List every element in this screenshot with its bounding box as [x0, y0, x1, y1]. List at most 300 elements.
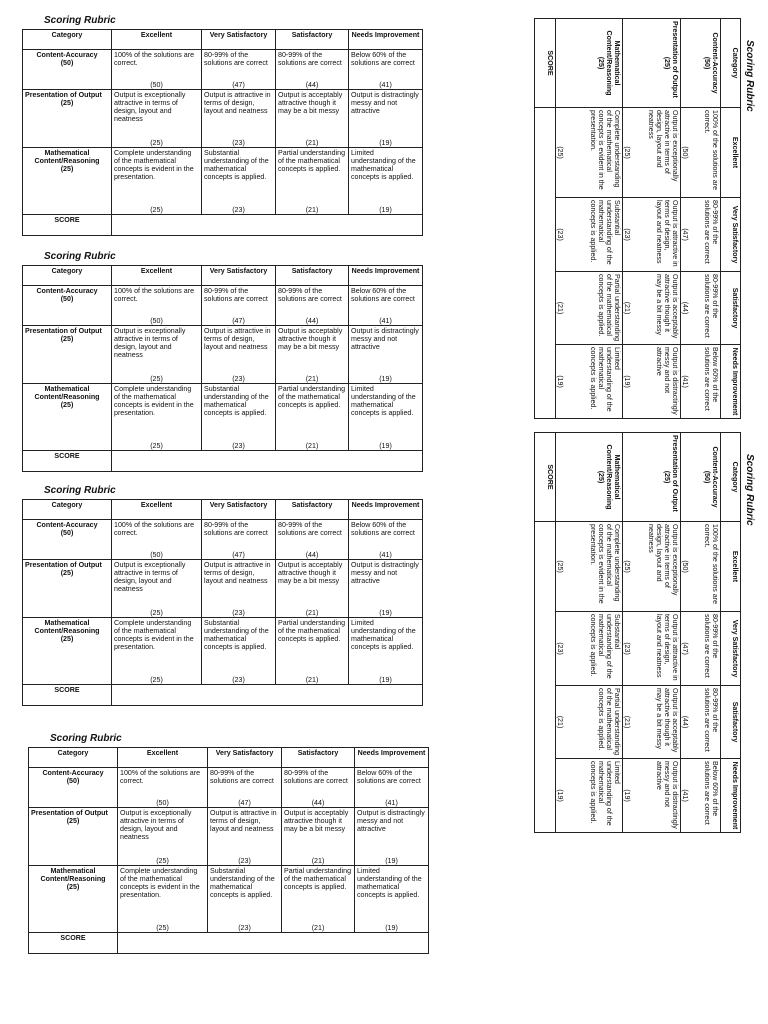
row-content-accuracy	[23, 286, 423, 326]
criteria-score: (19)	[385, 923, 398, 932]
category-cell	[23, 384, 112, 451]
criteria-score: (23)	[232, 138, 245, 147]
criteria-cell	[623, 272, 681, 345]
criteria-cell	[681, 108, 721, 198]
criteria-text: Output is distractingly messy and not attractive	[351, 91, 419, 116]
criteria-cell	[118, 866, 208, 933]
criteria-cell	[556, 108, 623, 198]
header-very-satisfactory: Very Satisfactory	[202, 30, 276, 50]
criteria-score: (25)	[150, 441, 163, 450]
header-needs-improvement: Needs Improvement	[721, 345, 741, 419]
criteria-cell	[276, 520, 349, 560]
row-content-accuracy	[29, 768, 429, 808]
criteria-score: (25)	[150, 608, 163, 617]
category-name: Mathematical Content/Reasoning	[34, 619, 100, 636]
criteria-cell	[208, 866, 282, 933]
header-row	[23, 30, 423, 50]
score-row	[23, 451, 423, 472]
criteria-cell	[349, 520, 423, 560]
criteria-text: Complete understanding of the mathematical concepts is evident in the presentation.	[114, 619, 194, 652]
score-label: SCORE	[29, 933, 118, 954]
score-row	[23, 215, 423, 236]
criteria-cell	[623, 686, 681, 759]
criteria-cell	[202, 90, 276, 148]
criteria-score: (19)	[385, 856, 398, 865]
criteria-cell	[349, 560, 423, 618]
score-blank[interactable]	[118, 933, 429, 954]
criteria-score: (23)	[623, 642, 632, 655]
criteria-score: (19)	[379, 441, 392, 450]
criteria-text: Output is acceptably attractive though it may be a bit messy	[278, 91, 343, 116]
criteria-text: Substantial understanding of the mathematical concepts is applied.	[588, 200, 621, 265]
criteria-text: Below 60% of the solutions are correct	[351, 51, 415, 68]
category-name: Presentation of Output	[671, 435, 679, 512]
header-row	[23, 500, 423, 520]
criteria-cell	[556, 198, 623, 272]
criteria-text: Output is exceptionally attractive in terms of design, layout and neatness	[114, 91, 186, 124]
header-category: Category	[721, 19, 741, 108]
criteria-text: 80-99% of the solutions are correct	[210, 769, 274, 786]
criteria-score: (23)	[232, 441, 245, 450]
criteria-cell	[355, 768, 429, 808]
criteria-cell	[681, 686, 721, 759]
score-blank[interactable]	[112, 451, 423, 472]
criteria-cell	[623, 108, 681, 198]
criteria-text: Output is attractive in terms of design, layout and neatness	[654, 200, 679, 267]
criteria-cell	[556, 345, 623, 419]
criteria-text: Output is attractive in terms of design, layout and neatness	[204, 561, 271, 586]
criteria-cell	[556, 686, 623, 759]
criteria-score: (47)	[238, 798, 251, 807]
criteria-text: Complete understanding of the mathematical concepts is evident in the presentation.	[114, 149, 194, 182]
category-cell	[556, 433, 623, 522]
criteria-cell	[355, 866, 429, 933]
category-cell	[681, 19, 721, 108]
criteria-text: 80-99% of the solutions are correct	[278, 51, 342, 68]
score-label: SCORE	[23, 215, 112, 236]
category-name: Presentation of Output	[25, 561, 102, 569]
score-blank[interactable]	[535, 108, 556, 419]
header-excellent: Excellent	[721, 108, 741, 198]
header-needs-improvement: Needs Improvement	[349, 500, 423, 520]
criteria-text: Output is acceptably attractive though it may be a bit messy	[278, 327, 343, 352]
criteria-score: (19)	[379, 608, 392, 617]
header-very-satisfactory: Very Satisfactory	[208, 748, 282, 768]
criteria-cell	[276, 50, 349, 90]
criteria-cell	[112, 326, 202, 384]
header-category: Category	[23, 30, 112, 50]
category-cell	[23, 148, 112, 215]
criteria-text: Substantial understanding of the mathematical concepts is applied.	[204, 149, 269, 182]
criteria-text: Output is distractingly messy and not attractive	[654, 761, 679, 829]
criteria-text: Limited understanding of the mathematical concepts is applied.	[351, 149, 416, 182]
category-points: (25)	[60, 635, 74, 644]
rubric-table	[534, 432, 741, 833]
criteria-score: (25)	[156, 856, 169, 865]
criteria-score: (23)	[556, 642, 565, 655]
header-category: Category	[23, 266, 112, 286]
criteria-score: (25)	[150, 138, 163, 147]
criteria-text: Limited understanding of the mathematical concepts is applied.	[357, 867, 422, 900]
criteria-score: (23)	[556, 228, 565, 241]
category-name: Presentation of Output	[25, 91, 102, 99]
criteria-score: (19)	[379, 374, 392, 383]
criteria-cell	[349, 90, 423, 148]
criteria-cell	[681, 522, 721, 612]
header-needs-improvement: Needs Improvement	[349, 30, 423, 50]
score-row	[23, 685, 423, 706]
criteria-cell	[681, 612, 721, 686]
criteria-text: Complete understanding of the mathematical concepts is evident in the presentation.	[588, 524, 621, 604]
category-name: Mathematical Content/Reasoning	[604, 444, 621, 510]
header-needs-improvement: Needs Improvement	[349, 266, 423, 286]
criteria-cell	[556, 759, 623, 833]
rubric-title: Scoring Rubric	[44, 251, 116, 262]
criteria-cell	[681, 759, 721, 833]
criteria-text: 80-99% of the solutions are correct	[204, 51, 268, 68]
criteria-score: (21)	[556, 715, 565, 729]
row-math-content	[556, 19, 623, 419]
criteria-text: Output is attractive in terms of design, layout and neatness	[654, 614, 679, 681]
criteria-score: (25)	[150, 675, 163, 684]
category-cell	[23, 50, 112, 90]
criteria-cell	[112, 618, 202, 685]
criteria-cell	[208, 808, 282, 866]
rubric-table	[22, 29, 423, 236]
criteria-cell	[349, 286, 423, 326]
row-presentation	[623, 19, 681, 419]
criteria-score: (23)	[232, 675, 245, 684]
header-row	[721, 19, 741, 419]
header-category: Category	[721, 433, 741, 522]
criteria-text: Partial understanding of the mathematical concepts is applied.	[278, 149, 346, 174]
criteria-cell	[276, 326, 349, 384]
criteria-score: (47)	[232, 80, 245, 89]
category-cell	[23, 90, 112, 148]
row-content-accuracy	[23, 520, 423, 560]
criteria-score: (25)	[623, 146, 632, 159]
criteria-text: Output is attractive in terms of design, layout and neatness	[204, 91, 271, 116]
criteria-score: (25)	[556, 146, 565, 159]
category-points: (25)	[596, 470, 605, 484]
criteria-score: (21)	[623, 715, 632, 729]
header-excellent: Excellent	[112, 266, 202, 286]
criteria-cell	[355, 808, 429, 866]
category-name: Mathematical Content/Reasoning	[40, 867, 106, 884]
criteria-score: (25)	[150, 374, 163, 383]
criteria-text: 80-99% of the solutions are correct	[278, 287, 342, 304]
category-cell	[623, 433, 681, 522]
category-name: Presentation of Output	[31, 809, 108, 817]
score-label: SCORE	[23, 451, 112, 472]
category-points: (25)	[662, 56, 671, 70]
category-cell	[29, 808, 118, 866]
category-points: (25)	[60, 569, 74, 578]
criteria-score: (41)	[385, 798, 398, 807]
criteria-text: Output is distractingly messy and not attractive	[357, 809, 425, 834]
header-needs-improvement: Needs Improvement	[355, 748, 429, 768]
criteria-score: (19)	[379, 675, 392, 684]
criteria-score: (41)	[681, 375, 690, 388]
rubric-title: Scoring Rubric	[744, 40, 755, 112]
header-satisfactory: Satisfactory	[721, 686, 741, 759]
criteria-text: Output is acceptably attractive though it may be a bit messy	[654, 688, 679, 753]
criteria-cell	[276, 384, 349, 451]
category-name: Content-Accuracy	[42, 769, 104, 777]
criteria-text: Complete understanding of the mathematical concepts is evident in the presentation.	[114, 385, 194, 418]
criteria-cell	[282, 808, 355, 866]
criteria-text: Limited understanding of the mathematical concepts is applied.	[351, 385, 416, 418]
category-name: Content-Accuracy	[36, 287, 98, 295]
score-blank[interactable]	[112, 685, 423, 706]
criteria-cell	[202, 618, 276, 685]
header-needs-improvement: Needs Improvement	[721, 759, 741, 833]
criteria-text: Output is exceptionally attractive in terms of design, layout and neatness	[114, 561, 186, 594]
criteria-text: Substantial understanding of the mathematical concepts is applied.	[588, 614, 621, 679]
category-cell	[23, 286, 112, 326]
criteria-cell	[282, 768, 355, 808]
criteria-cell	[112, 384, 202, 451]
criteria-cell	[276, 560, 349, 618]
criteria-cell	[349, 326, 423, 384]
scoring-rubric	[22, 484, 422, 706]
criteria-score: (50)	[150, 550, 163, 559]
criteria-score: (25)	[623, 560, 632, 573]
criteria-score: (41)	[681, 789, 690, 802]
criteria-cell	[623, 759, 681, 833]
criteria-score: (23)	[623, 228, 632, 241]
score-blank[interactable]	[535, 522, 556, 833]
criteria-text: Output is acceptably attractive though it may be a bit messy	[284, 809, 349, 834]
criteria-score: (47)	[681, 642, 690, 655]
criteria-cell	[349, 50, 423, 90]
criteria-text: Partial understanding of the mathematical concepts is applied.	[284, 867, 352, 892]
row-math-content	[29, 866, 429, 933]
criteria-cell	[118, 808, 208, 866]
criteria-score: (50)	[156, 798, 169, 807]
score-row	[535, 19, 556, 419]
criteria-cell	[681, 198, 721, 272]
criteria-cell	[623, 612, 681, 686]
criteria-text: Substantial understanding of the mathematical concepts is applied.	[204, 385, 269, 418]
header-excellent: Excellent	[118, 748, 208, 768]
criteria-text: 100% of the solutions are correct.	[114, 287, 195, 304]
criteria-cell	[202, 148, 276, 215]
criteria-cell	[276, 286, 349, 326]
header-excellent: Excellent	[112, 500, 202, 520]
criteria-text: Complete understanding of the mathematical concepts is evident in the presentation.	[120, 867, 200, 900]
category-name: Content-Accuracy	[36, 51, 98, 59]
criteria-score: (23)	[232, 205, 245, 214]
row-content-accuracy	[23, 50, 423, 90]
row-content-accuracy	[681, 433, 721, 833]
score-label: SCORE	[535, 433, 556, 522]
category-name: Presentation of Output	[25, 327, 102, 335]
header-category: Category	[29, 748, 118, 768]
criteria-score: (25)	[156, 923, 169, 932]
criteria-text: 80-99% of the solutions are correct	[278, 521, 342, 538]
category-name: Content-Accuracy	[711, 446, 719, 508]
criteria-text: 100% of the solutions are correct.	[702, 524, 719, 605]
category-points: (25)	[60, 401, 74, 410]
row-math-content	[556, 433, 623, 833]
criteria-score: (19)	[623, 375, 632, 388]
criteria-cell	[202, 560, 276, 618]
criteria-text: Limited understanding of the mathematical concepts is applied.	[588, 347, 621, 412]
header-category: Category	[23, 500, 112, 520]
criteria-score: (44)	[305, 316, 319, 325]
criteria-cell	[623, 345, 681, 419]
category-points: (50)	[702, 56, 711, 70]
criteria-cell	[112, 286, 202, 326]
header-satisfactory: Satisfactory	[276, 500, 349, 520]
category-points: (25)	[662, 470, 671, 484]
criteria-score: (21)	[305, 675, 319, 684]
criteria-cell	[349, 618, 423, 685]
rubric-title: Scoring Rubric	[44, 485, 116, 496]
category-cell	[29, 768, 118, 808]
criteria-score: (19)	[379, 205, 392, 214]
score-row	[29, 933, 429, 954]
criteria-score: (19)	[379, 138, 392, 147]
criteria-score: (25)	[150, 205, 163, 214]
scoring-rubric	[22, 250, 422, 472]
criteria-score: (50)	[681, 146, 690, 159]
category-points: (25)	[60, 165, 74, 174]
category-name: Mathematical Content/Reasoning	[34, 385, 100, 402]
category-cell	[23, 520, 112, 560]
criteria-cell	[681, 272, 721, 345]
criteria-text: 80-99% of the solutions are correct	[702, 274, 719, 338]
header-very-satisfactory: Very Satisfactory	[202, 500, 276, 520]
criteria-cell	[623, 198, 681, 272]
criteria-score: (21)	[305, 205, 319, 214]
criteria-text: Output is exceptionally attractive in terms of design, layout and neatness	[646, 110, 679, 182]
header-excellent: Excellent	[721, 522, 741, 612]
criteria-score: (50)	[681, 560, 690, 573]
criteria-text: Below 60% of the solutions are correct	[702, 347, 719, 411]
category-cell	[23, 560, 112, 618]
criteria-text: 80-99% of the solutions are correct	[204, 521, 268, 538]
criteria-score: (21)	[305, 138, 319, 147]
criteria-text: Partial understanding of the mathematical concepts is applied.	[278, 385, 346, 410]
header-satisfactory: Satisfactory	[282, 748, 355, 768]
header-row	[23, 266, 423, 286]
score-label: SCORE	[535, 19, 556, 108]
category-points: (25)	[60, 99, 74, 108]
criteria-score: (44)	[311, 798, 325, 807]
category-points: (25)	[60, 335, 74, 344]
criteria-score: (47)	[232, 550, 245, 559]
criteria-cell	[112, 560, 202, 618]
criteria-cell	[202, 50, 276, 90]
criteria-cell	[681, 345, 721, 419]
criteria-cell	[112, 148, 202, 215]
criteria-cell	[112, 520, 202, 560]
criteria-score: (44)	[681, 715, 690, 729]
category-points: (50)	[702, 470, 711, 484]
category-points: (50)	[60, 529, 74, 538]
header-satisfactory: Satisfactory	[276, 30, 349, 50]
criteria-score: (21)	[311, 923, 325, 932]
scoring-rubric	[28, 732, 428, 954]
criteria-score: (23)	[238, 923, 251, 932]
criteria-score: (23)	[232, 374, 245, 383]
criteria-cell	[349, 148, 423, 215]
category-cell	[681, 433, 721, 522]
criteria-text: Output is acceptably attractive though it may be a bit messy	[654, 274, 679, 339]
criteria-cell	[208, 768, 282, 808]
criteria-cell	[556, 612, 623, 686]
row-presentation	[23, 326, 423, 384]
rubric-title: Scoring Rubric	[744, 454, 755, 526]
criteria-text: Output is attractive in terms of design, layout and neatness	[204, 327, 271, 352]
rubric-title: Scoring Rubric	[50, 733, 122, 744]
criteria-text: 80-99% of the solutions are correct	[204, 287, 268, 304]
criteria-cell	[276, 90, 349, 148]
category-cell	[23, 326, 112, 384]
criteria-text: Below 60% of the solutions are correct	[351, 287, 415, 304]
criteria-cell	[202, 326, 276, 384]
criteria-score: (44)	[681, 301, 690, 315]
criteria-score: (21)	[305, 441, 319, 450]
score-blank[interactable]	[112, 215, 423, 236]
category-cell	[556, 19, 623, 108]
header-very-satisfactory: Very Satisfactory	[721, 198, 741, 272]
criteria-text: Below 60% of the solutions are correct	[702, 761, 719, 825]
criteria-text: Below 60% of the solutions are correct	[357, 769, 421, 786]
criteria-score: (44)	[305, 80, 319, 89]
header-excellent: Excellent	[112, 30, 202, 50]
criteria-score: (41)	[379, 550, 392, 559]
rubric-table	[22, 499, 423, 706]
criteria-cell	[112, 50, 202, 90]
category-points: (50)	[60, 295, 74, 304]
criteria-text: Output is exceptionally attractive in terms of design, layout and neatness	[114, 327, 186, 360]
criteria-text: Substantial understanding of the mathematical concepts is applied.	[204, 619, 269, 652]
criteria-cell	[112, 90, 202, 148]
criteria-text: 100% of the solutions are correct.	[114, 521, 195, 538]
criteria-score: (47)	[681, 228, 690, 241]
criteria-cell	[623, 522, 681, 612]
row-math-content	[23, 384, 423, 451]
criteria-text: Limited understanding of the mathematical concepts is applied.	[588, 761, 621, 826]
criteria-score: (21)	[623, 301, 632, 315]
criteria-cell	[276, 618, 349, 685]
criteria-score: (23)	[238, 856, 251, 865]
criteria-text: Output is distractingly messy and not attractive	[351, 561, 419, 586]
scoring-rubric	[22, 14, 422, 236]
criteria-score: (50)	[150, 80, 163, 89]
criteria-score: (23)	[232, 608, 245, 617]
criteria-text: Partial understanding of the mathematical concepts is applied.	[278, 619, 346, 644]
criteria-text: Output is attractive in terms of design, layout and neatness	[210, 809, 277, 834]
category-points: (25)	[66, 883, 80, 892]
criteria-cell	[118, 768, 208, 808]
score-row	[535, 433, 556, 833]
row-presentation	[623, 433, 681, 833]
rubric-title: Scoring Rubric	[44, 15, 116, 26]
category-name: Mathematical Content/Reasoning	[604, 30, 621, 96]
criteria-text: Substantial understanding of the mathematical concepts is applied.	[210, 867, 275, 900]
rubric-table	[22, 265, 423, 472]
header-row	[29, 748, 429, 768]
criteria-score: (50)	[150, 316, 163, 325]
category-points: (25)	[596, 56, 605, 70]
row-math-content	[23, 618, 423, 685]
criteria-score: (19)	[556, 789, 565, 802]
criteria-text: Limited understanding of the mathematical concepts is applied.	[351, 619, 416, 652]
